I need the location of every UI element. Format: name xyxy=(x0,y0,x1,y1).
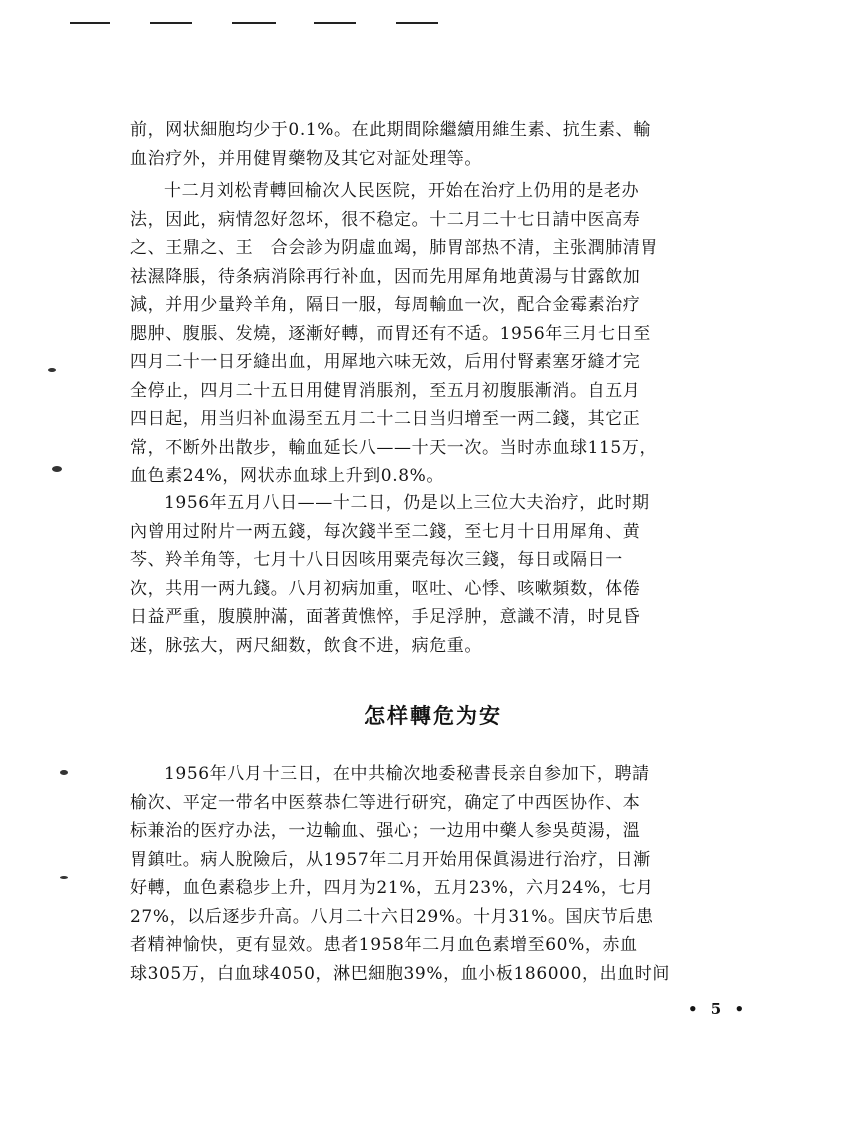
text-line: 胃鎮吐。病人脫險后，从1957年二月开始用保眞湯进行治疗，日漸 xyxy=(130,849,651,870)
page-number: • 5 • xyxy=(688,1000,749,1018)
text-line: 者精神愉快，更有显效。患者1958年二月血色素增至60%，赤血 xyxy=(130,935,638,955)
text-line: 1956年五月八日——十二日，仍是以上三位大夫治疗，此时期 xyxy=(164,493,650,513)
scan-speck xyxy=(48,368,56,372)
body-paragraph xyxy=(130,489,770,660)
text-line: 減，并用少量羚羊角，隔日一服，每周輸血一次，配合金霉素治疗 xyxy=(130,295,641,315)
body-paragraph xyxy=(130,760,770,988)
text-line: 十二月刘松青轉回榆次人民医院，开始在治疗上仍用的是老办 xyxy=(164,181,640,201)
text-line: 芩、羚羊角等，七月十八日因咳用粟壳每次三錢，每日或隔日一 xyxy=(130,550,623,570)
text-line: 四日起，用当归补血湯至五月二十二日当归增至一两二錢，其它正 xyxy=(130,409,641,429)
text-line: 日益严重，腹膜肿滿，面著黄憔悴，手足浮肿，意識不清，时見昏 xyxy=(130,607,641,627)
text-line: 四月二十一日牙縫出血，用犀地六味无效，后用付腎素塞牙縫才完 xyxy=(130,352,641,372)
text-line: 次，共用一两九錢。八月初病加重，呕吐、心悸、咳嗽頻数，体倦 xyxy=(130,578,641,599)
text-line: 腮肿、腹脹、发燒，逐漸好轉，而胃还有不适。1956年三月七日至 xyxy=(130,323,651,344)
text-line: 27%，以后逐步升高。八月二十六日29%。十月31%。国庆节后患 xyxy=(130,906,654,927)
text-line: 迷，脉弦大，两尺細数，飲食不进，病危重。 xyxy=(130,635,482,656)
scan-speck xyxy=(60,770,68,775)
text-line: 好轉，血色素稳步上升，四月为21%，五月23%，六月24%，七月 xyxy=(130,878,654,898)
header-rule xyxy=(314,22,356,24)
text-line: 法，因此，病情忽好忽坏，很不稳定。十二月二十七日請中医高寿 xyxy=(130,209,641,230)
text-line: 前，网状細胞均少于0.1%。在此期間除繼續用維生素、抗生素、輸 xyxy=(130,120,651,140)
header-rule xyxy=(396,22,438,24)
text-line: 之、王鼎之、王 合会診为阴虛血竭，肺胃部热不清，主张潤肺清胃 xyxy=(130,238,658,258)
text-line: 祛濕降脹，待条病消除再行补血，因而先用犀角地黄湯与甘露飲加 xyxy=(130,266,641,287)
text-line: 內曾用过附片一两五錢，每次錢半至二錢，至七月十日用犀角、黄 xyxy=(130,521,641,542)
scan-speck xyxy=(52,466,62,472)
text-line: 血色素24%，网状赤血球上升到0.8%。 xyxy=(130,466,444,486)
header-rule xyxy=(150,22,192,24)
body-paragraph xyxy=(130,116,770,173)
body-paragraph xyxy=(130,177,770,491)
text-line: 常，不断外出散步，輸血延长八——十天一次。当时赤血球115万， xyxy=(130,437,658,458)
text-line: 全停止，四月二十五日用健胃消脹剂，至五月初腹脹漸消。自五月 xyxy=(130,380,641,401)
text-line: 血治疗外，并用健胃藥物及其它对証处理等。 xyxy=(130,148,482,169)
header-rule xyxy=(70,22,110,24)
section-heading: 怎样轉危为安 xyxy=(364,703,502,728)
text-line: 球305万，白血球4050，淋巴細胞39%，血小板186000，出血时间 xyxy=(130,963,670,984)
text-line: 1956年八月十三日，在中共榆次地委秘書長亲自参加下，聘請 xyxy=(164,764,650,784)
text-line: 榆次、平定一带名中医蔡恭仁等进行研究，确定了中西医协作、本 xyxy=(130,792,641,813)
header-rule xyxy=(232,22,276,24)
text-line: 标兼治的医疗办法，一边輸血、强心；一边用中藥人参吳萸湯，溫 xyxy=(130,821,641,841)
scan-speck xyxy=(60,876,68,879)
